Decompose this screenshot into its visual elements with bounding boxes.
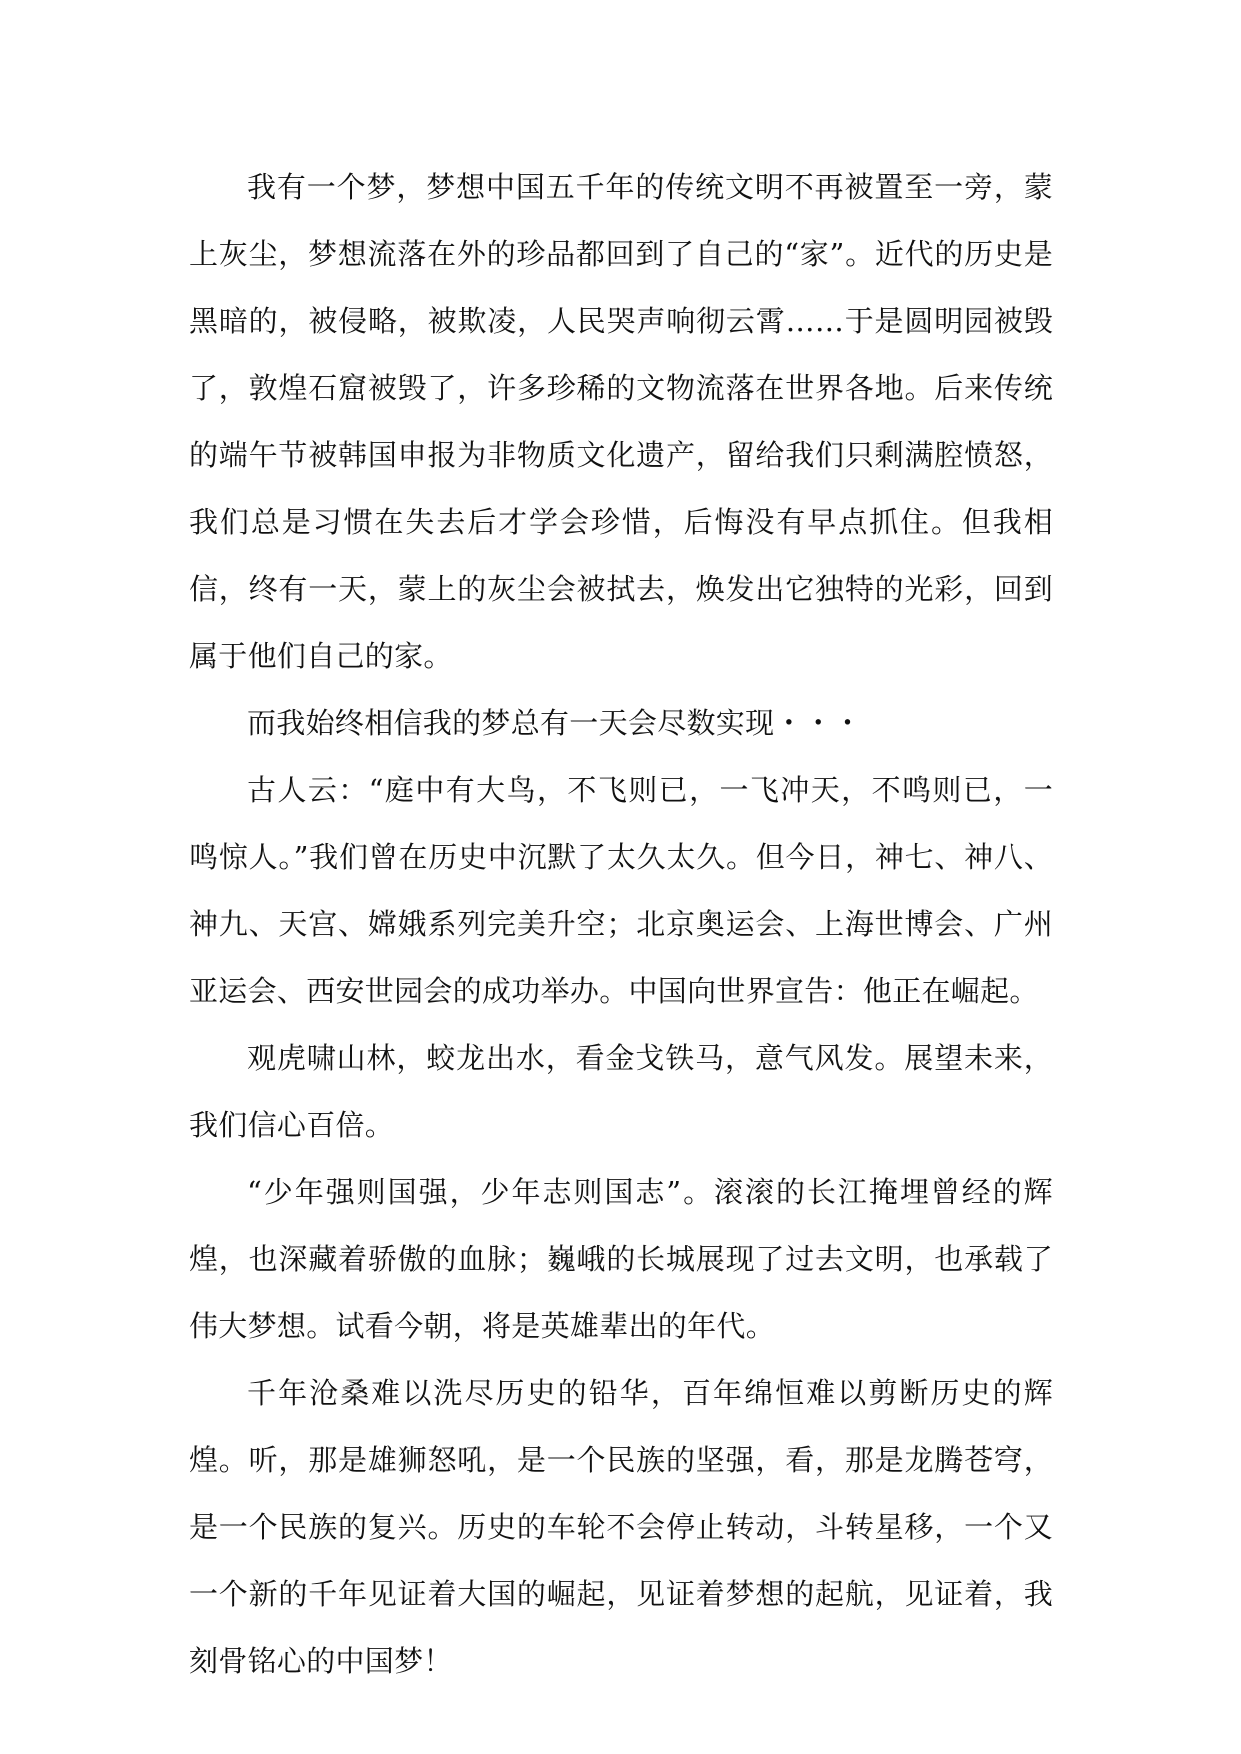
document-body [189,154,1053,1695]
paragraph-6: 千年沧桑难以洗尽历史的铅华，百年绵恒难以剪断历史的辉煌。听，那是雄狮怒吼，是一个民族的坚强，看，那是龙腾苍穹，是一个民族的复兴。历史的车轮不会停止转动，斗转星移，一个又一个新的千年见证着大国的崛起，见证着梦想的起航，见证着，我刻骨铭心的中国梦！ [189,1376,1053,1678]
paragraph-5: “少年强则国强，少年志则国志”。滚滚的长江掩埋曾经的辉煌，也深藏着骄傲的血脉；巍峨的长城展现了过去文明，也承载了伟大梦想。试看今朝，将是英雄辈出的年代。 [189,1175,1053,1343]
paragraph-3: 古人云：“庭中有大鸟，不飞则已，一飞冲天，不鸣则已，一鸣惊人。”我们曾在历史中沉默了太久太久。但今日，神七、神八、神九、天宫、嫦娥系列完美升空；北京奥运会、上海世博会、广州亚运会、西安世园会的成功举办。中国向世界宣告：他正在崛起。 [189,773,1053,1008]
paragraph-2: 而我始终相信我的梦总有一天会尽数实现・・・ [247,706,863,740]
paragraph-1: 我有一个梦，梦想中国五千年的传统文明不再被置至一旁，蒙上灰尘，梦想流落在外的珍品都回到了自己的“家”。近代的历史是黑暗的，被侵略，被欺凌，人民哭声响彻云霄……于是圆明园被毁了，敦煌石窟被毁了，许多珍稀的文物流落在世界各地。后来传统的端午节被韩国申报为非物质文化遗产，留给我们只剩满腔愤怒，我们总是习惯在失去后才学会珍惜，后悔没有早点抓住。但我相信，终有一天，蒙上的灰尘会被拭去，焕发出它独特的光彩，回到属于他们自己的家。 [189,170,1053,673]
paragraph-4: 观虎啸山林，蛟龙出水，看金戈铁马，意气风发。展望未来，我们信心百倍。 [189,1041,1053,1142]
